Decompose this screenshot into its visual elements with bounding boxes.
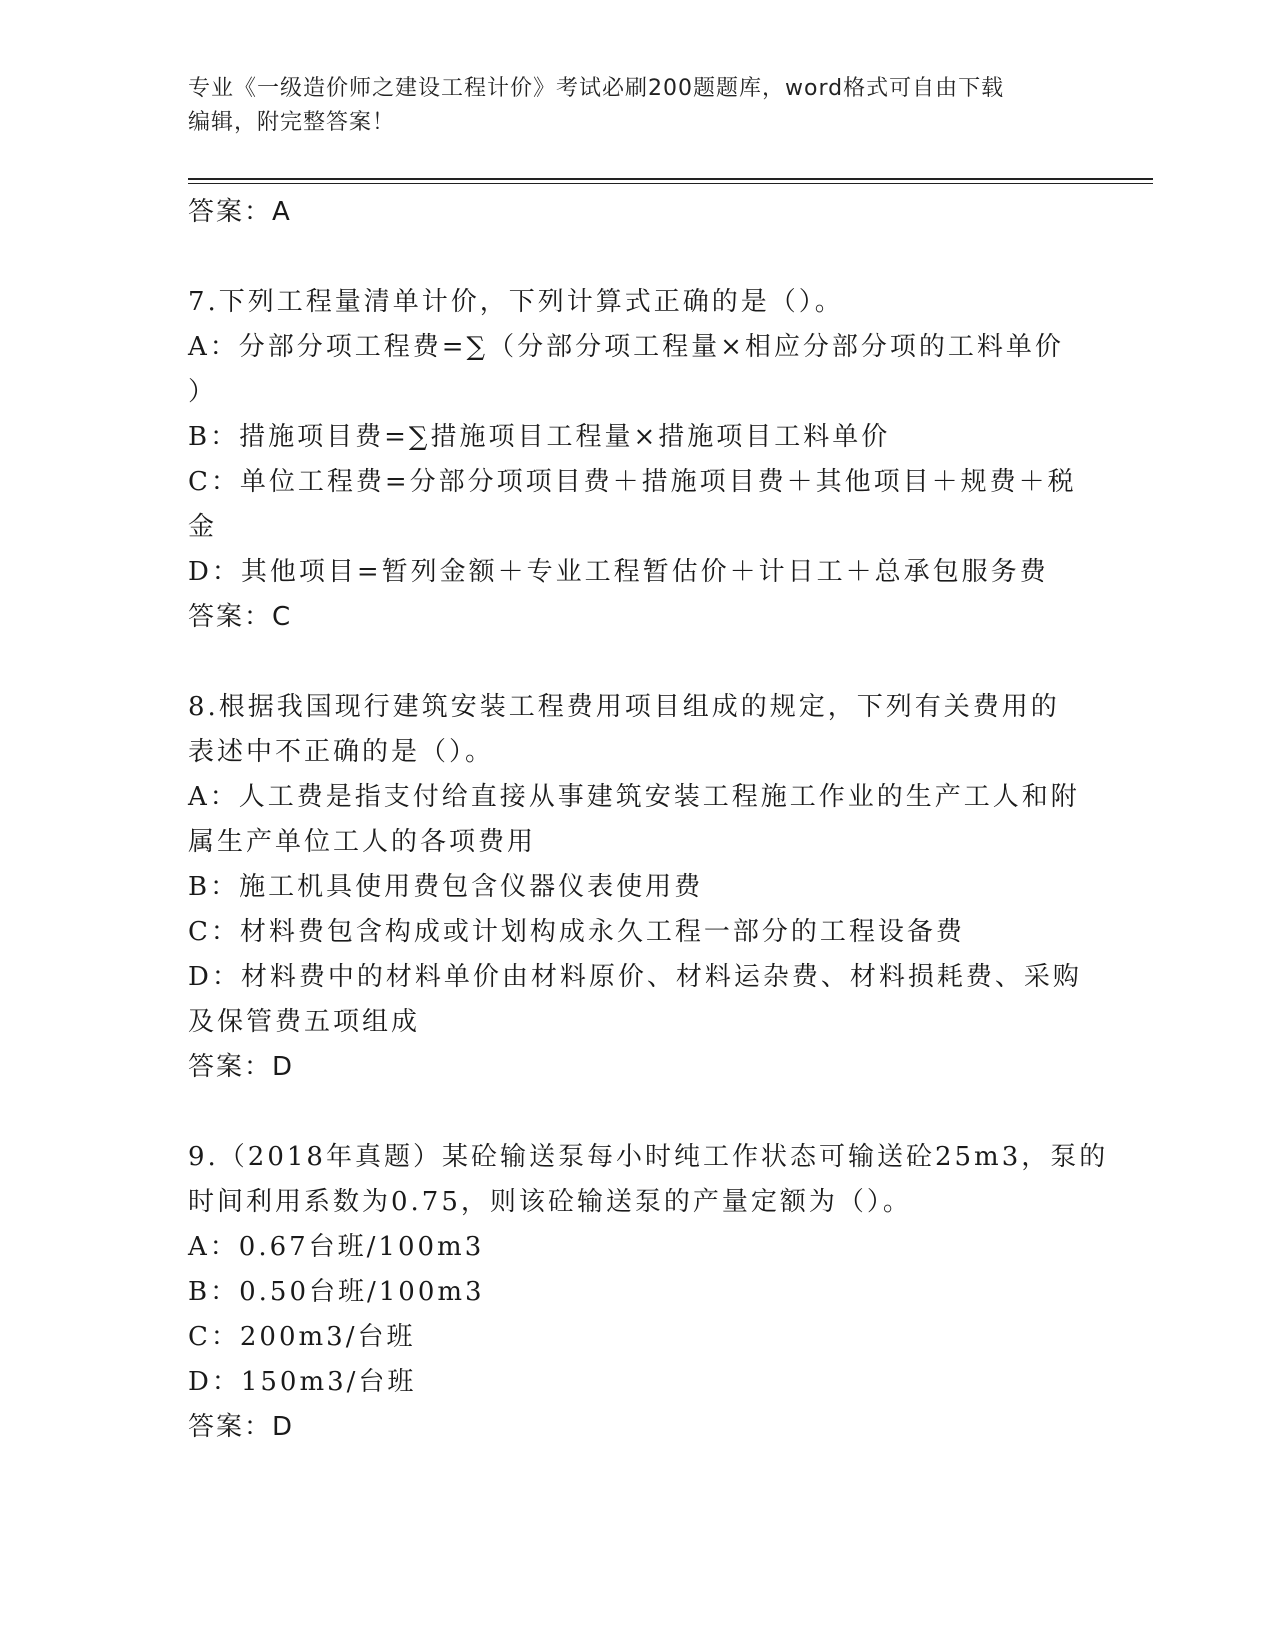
question-7 — [188, 280, 1078, 640]
question-7-stem: 7.下列工程量清单计价，下列计算式正确的是（）。 — [188, 287, 844, 317]
question-8-option-d: D：材料费中的材料单价由材料原价、材料运杂费、材料损耗费、采购 — [188, 962, 1082, 992]
question-9-option-c: C：200m3/台班 — [188, 1322, 416, 1352]
question-8-option-d-cont: 及保管费五项组成 — [188, 1007, 421, 1037]
header-line-1: 专业《一级造价师之建设工程计价》考试必刷200题题库，word格式可自由下载 — [188, 76, 1005, 101]
question-8-option-a-cont: 属生产单位工人的各项费用 — [188, 827, 537, 857]
question-9-option-a: A：0.67台班/100m3 — [188, 1232, 485, 1262]
page-header — [188, 72, 1068, 140]
question-content — [188, 190, 1109, 1450]
spacer — [188, 1090, 1078, 1135]
question-8-stem-cont: 表述中不正确的是（）。 — [188, 737, 495, 767]
question-7-option-c-cont: 金 — [188, 512, 218, 542]
question-8-option-b: B：施工机具使用费包含仪器仪表使用费 — [188, 872, 704, 902]
header-divider-thin — [188, 183, 1153, 184]
header-divider-thick — [188, 178, 1153, 180]
question-9-stem-cont: 时间利用系数为0.75，则该砼输送泵的产量定额为（）。 — [188, 1187, 912, 1217]
question-7-option-a-cont: ） — [188, 377, 218, 407]
header-line-2: 编辑，附完整答案！ — [188, 110, 396, 135]
question-9-option-d: D：150m3/台班 — [188, 1367, 417, 1397]
answer-q8: 答案：D — [188, 1052, 295, 1082]
question-8 — [188, 685, 1082, 1090]
spacer — [188, 235, 1078, 280]
question-8-option-a: A：人工费是指支付给直接从事建筑安装工程施工作业的生产工人和附 — [188, 782, 1080, 812]
answer-q9: 答案：D — [188, 1412, 295, 1442]
spacer — [188, 640, 1078, 685]
answer-q7: 答案：C — [188, 602, 293, 632]
question-9-stem: 9.（2018年真题）某砼输送泵每小时纯工作状态可输送砼25m3，泵的 — [188, 1142, 1109, 1172]
question-8-stem: 8.根据我国现行建筑安装工程费用项目组成的规定，下列有关费用的 — [188, 692, 1060, 722]
question-7-option-a: A：分部分项工程费=∑（分部分项工程量×相应分部分项的工料单价 — [188, 332, 1064, 362]
question-7-option-d: D：其他项目=暂列金额＋专业工程暂估价＋计日工＋总承包服务费 — [188, 557, 1049, 587]
question-9-option-b: B：0.50台班/100m3 — [188, 1277, 485, 1307]
question-9 — [188, 1135, 1109, 1450]
question-7-option-c: C：单位工程费=分部分项项目费＋措施项目费＋其他项目＋规费＋税 — [188, 467, 1077, 497]
answer-q6: 答案：A — [188, 197, 292, 227]
question-7-option-b: B：措施项目费=∑措施项目工程量×措施项目工料单价 — [188, 422, 891, 452]
question-8-option-c: C：材料费包含构成或计划构成永久工程一部分的工程设备费 — [188, 917, 965, 947]
